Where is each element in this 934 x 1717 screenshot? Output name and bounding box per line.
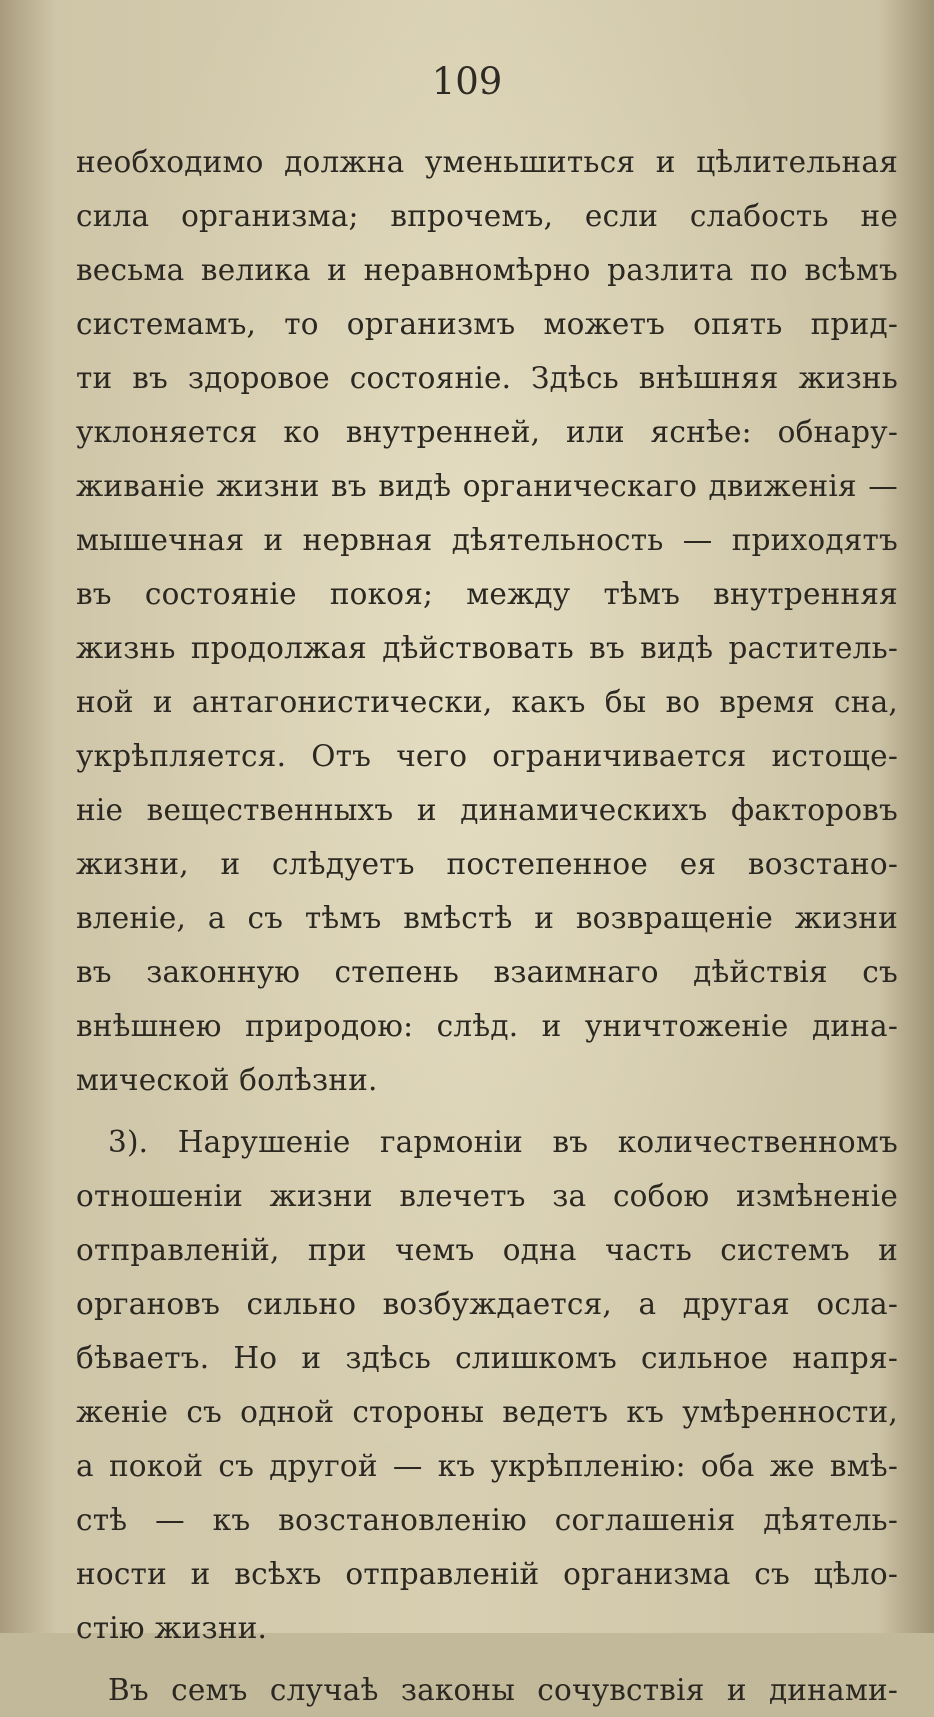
paragraph <box>76 1663 898 1717</box>
text-line: бѣваетъ. Но и здѣсь слишкомъ сильное напря- <box>76 1341 898 1375</box>
text-line: укрѣпляется. Отъ чего ограничивается истоще- <box>76 739 898 773</box>
text-line: въ состояніе покоя; между тѣмъ внутренняя <box>76 577 898 611</box>
text-line: стѣ — къ возстановленію соглашенія дѣятель- <box>76 1503 898 1537</box>
text-line: отправленій, при чемъ одна часть системъ и <box>76 1233 898 1267</box>
text-line: органовъ сильно возбуждается, а другая осла- <box>76 1287 898 1321</box>
text-line: весьма велика и неравномѣрно разлита по всѣмъ <box>76 253 898 287</box>
text-line: отношеніи жизни влечетъ за собою измѣненіе <box>76 1179 898 1213</box>
text-line: мышечная и нервная дѣятельность — приходятъ <box>76 523 898 557</box>
text-line: стію жизни. <box>76 1611 268 1645</box>
text-line: ти въ здоровое состояніе. Здѣсь внѣшняя жизнь <box>76 361 898 395</box>
text-line: живаніе жизни въ видѣ органическаго движенія — <box>76 469 898 503</box>
body-text <box>76 135 898 1717</box>
text-line: внѣшнею природою: слѣд. и уничтоженіе дина- <box>76 1009 898 1043</box>
text-line: мической болѣзни. <box>76 1063 378 1097</box>
text-line: а покой съ другой — къ укрѣпленію: оба же вмѣ- <box>76 1449 898 1483</box>
paragraph-gap <box>76 1107 898 1115</box>
text-line: уклоняется ко внутренней, или яснѣе: обнару- <box>76 415 898 449</box>
paragraph <box>76 135 898 1107</box>
page-number: 109 <box>431 60 503 103</box>
text-line: вленіе, а съ тѣмъ вмѣстѣ и возвращеніе жизни <box>76 901 898 935</box>
paragraph-gap <box>76 1655 898 1663</box>
text-line: системамъ, то организмъ можетъ опять прид- <box>76 307 898 341</box>
text-line: жизнь продолжая дѣйствовать въ видѣ раститель- <box>76 631 898 665</box>
text-line: сила организма; впрочемъ, если слабость не <box>76 199 898 233</box>
text-line: женіе съ одной стороны ведетъ къ умѣренности, <box>76 1395 898 1429</box>
text-line: жизни, и слѣдуетъ постепенное ея возстано- <box>76 847 898 881</box>
text-line: Въ семъ случаѣ законы сочувствія и динами- <box>108 1673 898 1707</box>
text-line: ной и антагонистически, какъ бы во время сна, <box>76 685 898 719</box>
text-line: ніе вещественныхъ и динамическихъ факторовъ <box>76 793 898 827</box>
text-line: 3). Нарушеніе гармоніи въ количественномъ <box>108 1125 898 1159</box>
paragraph <box>76 1115 898 1655</box>
text-line: въ законную степень взаимнаго дѣйствія съ <box>76 955 898 989</box>
text-line: необходимо должна уменьшиться и цѣлительная <box>76 145 898 179</box>
text-line: ности и всѣхъ отправленій организма съ цѣло- <box>76 1557 898 1591</box>
